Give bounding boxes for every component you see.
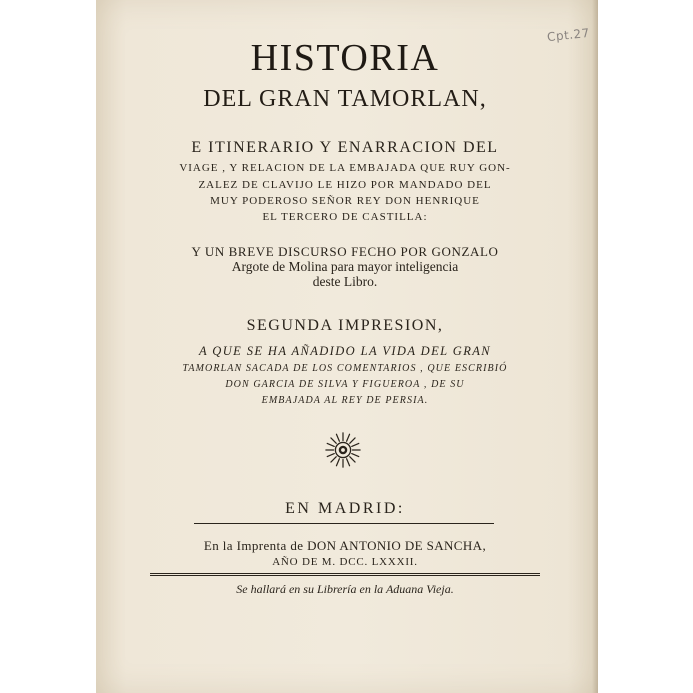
sub-title: DEL GRAN TAMORLAN, [203,86,487,112]
description-line-4: MUY PODEROSO SEÑOR REY DON HENRIQUE [210,195,480,207]
description-line-5: EL TERCERO DE CASTILLA: [262,211,428,223]
edition-label: SEGUNDA IMPRESION, [246,317,444,334]
main-title: HISTORIA [250,37,440,79]
discourse-line-2: Argote de Molina para mayor inteligencia [231,259,459,274]
title-page-content [134,0,556,693]
description-line-3: ZALEZ DE CLAVIJO LE HIZO POR MANDADO DEL [198,179,492,191]
edition-line-3: DON GARCIA DE SILVA Y FIGUEROA , DE SU [225,379,465,390]
page-edge-shadow [592,0,598,693]
edition-line-1: A QUE SE HA AÑADIDO LA VIDA DEL GRAN [198,344,492,358]
imprint-sale: Se hallará en su Librería en la Aduana Vieja. [236,582,454,596]
pencil-annotation: Cpt.27 [546,25,591,45]
imprint-rule-bottom [150,573,540,576]
imprint-press: En la Imprenta de DON ANTONIO DE SANCHA, [203,538,487,553]
edition-line-2: TAMORLAN SACADA DE LOS COMENTARIOS , QUE ESCRIBIÓ [182,363,508,374]
edition-line-4: EMBAJADA AL REY DE PERSIA. [261,395,429,406]
discourse-line-3: deste Libro. [312,274,378,289]
sun-ornament-icon [324,431,362,469]
imprint-rule-top [194,523,494,524]
imprint-year: AÑO DE M. DCC. LXXXII. [272,556,418,568]
imprint-place: EN MADRID: [285,500,405,517]
discourse-line-1: Y UN BREVE DISCURSO FECHO POR GONZALO [191,244,499,259]
description-line-1: E ITINERARIO Y ENARRACION DEL [191,139,499,156]
title-page [96,0,598,693]
description-line-2: VIAGE , Y RELACION DE LA EMBAJADA QUE RUY GON- [179,162,511,174]
